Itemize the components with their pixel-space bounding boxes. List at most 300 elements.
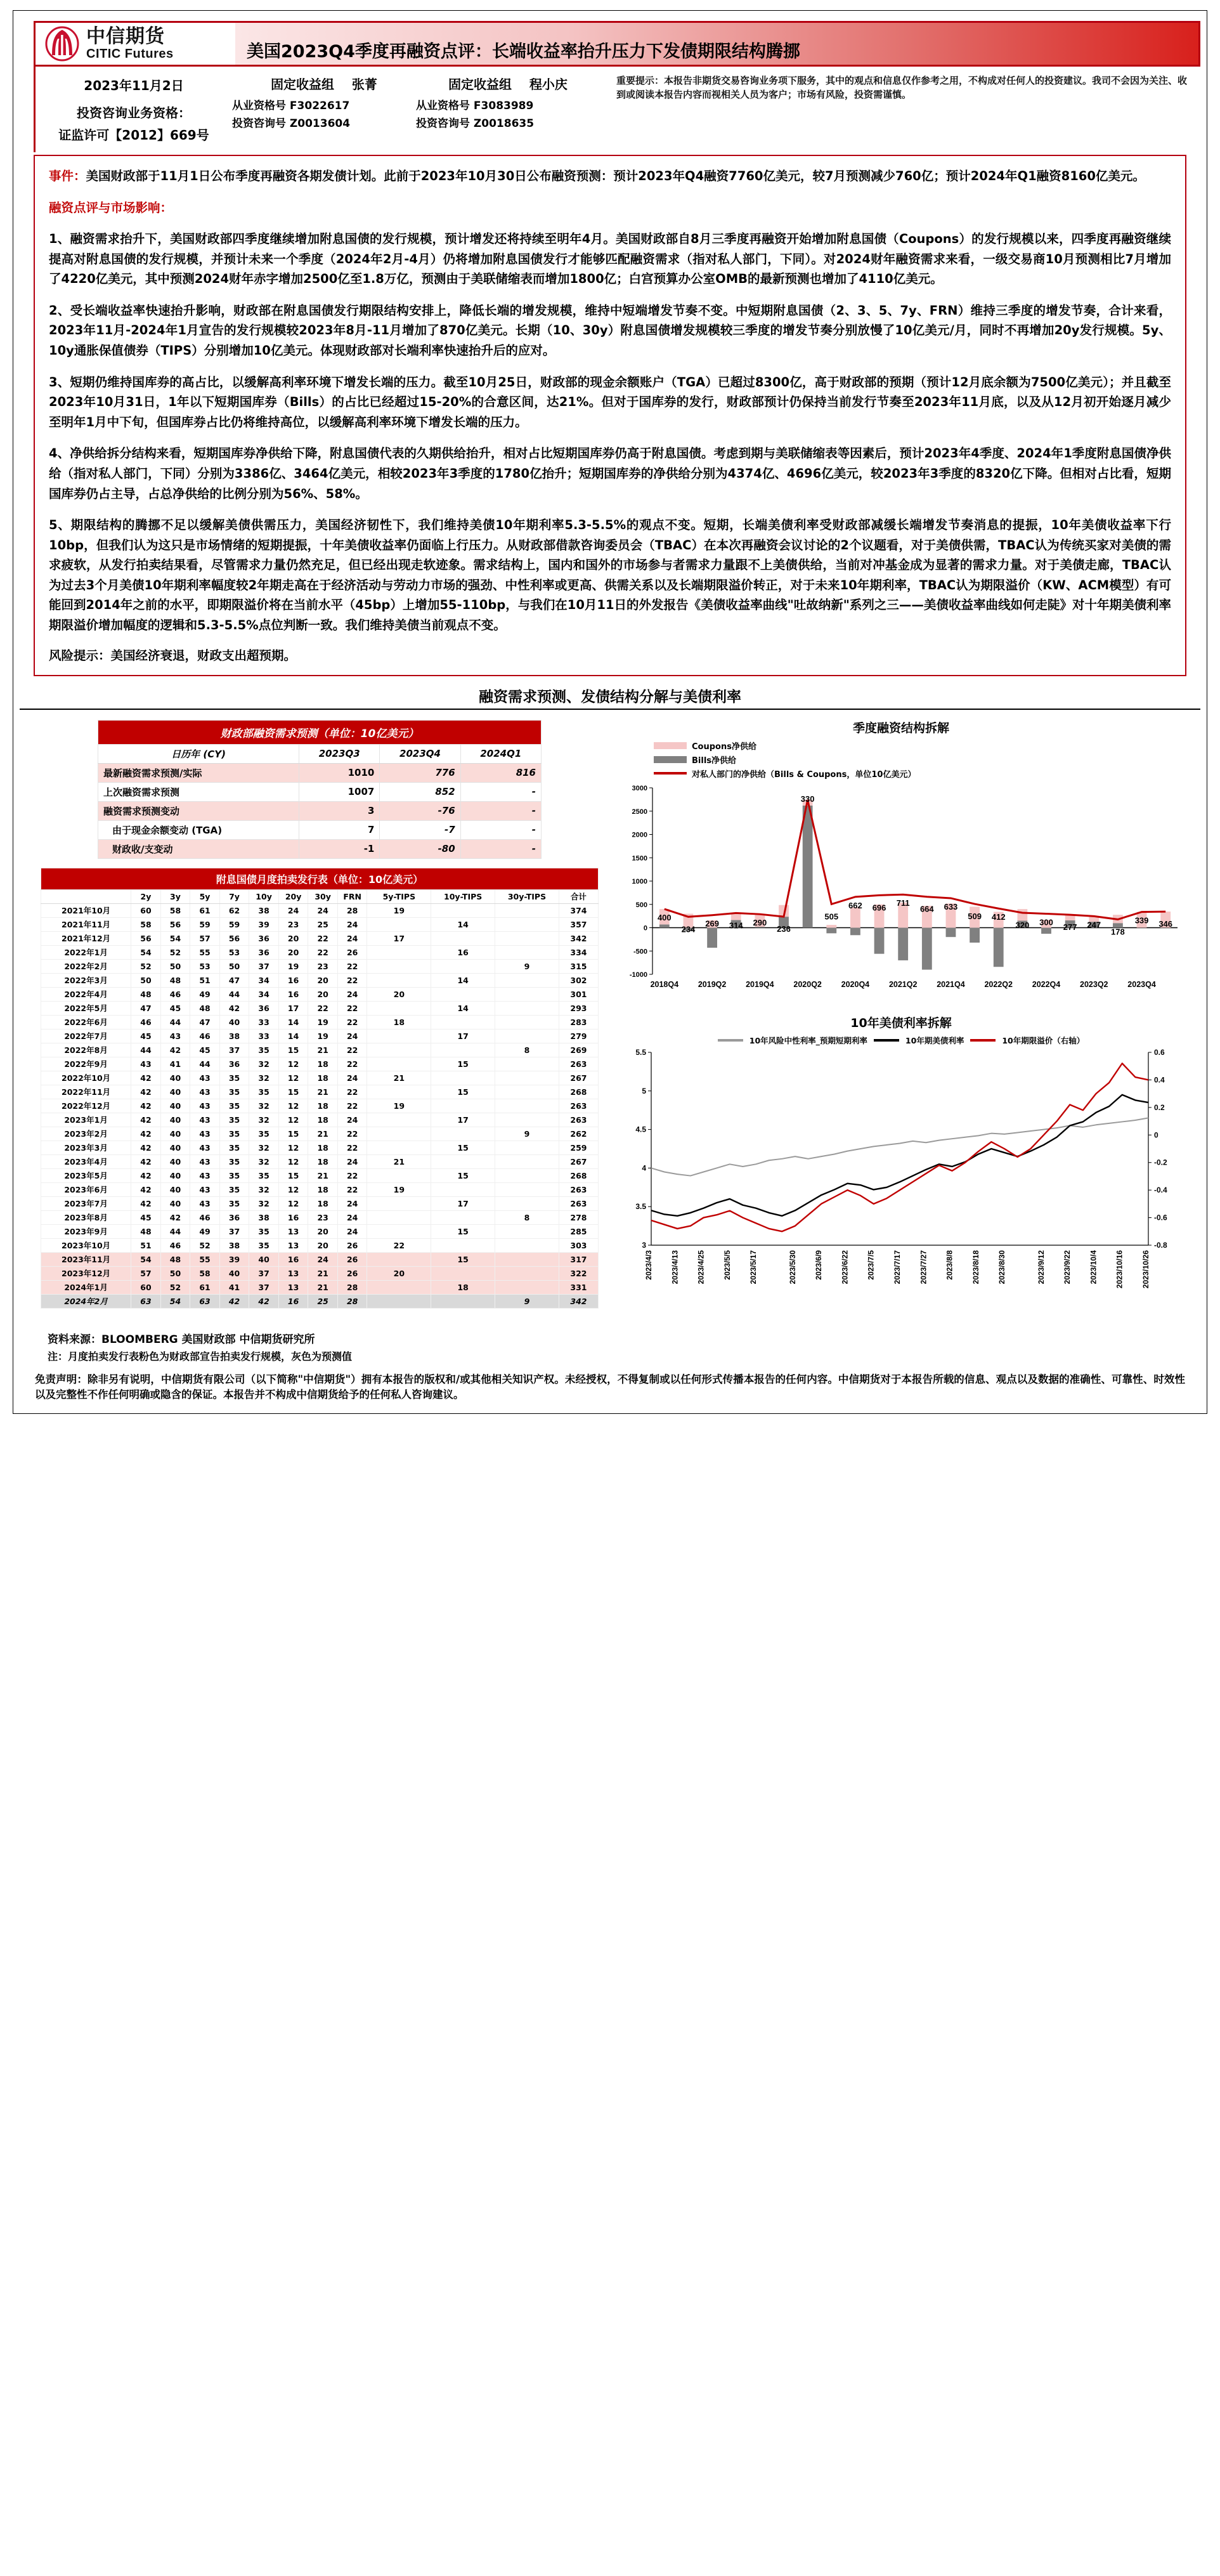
row-value: 21	[308, 1085, 338, 1099]
row-value: 46	[131, 1015, 161, 1029]
row-value: 357	[559, 917, 598, 931]
svg-text:236: 236	[777, 924, 791, 934]
row-value: 54	[131, 945, 161, 959]
row-value: 32	[249, 1141, 279, 1154]
row-value: 15	[431, 1252, 495, 1266]
row-value: 20	[308, 973, 338, 987]
qualification-value: 证监许可【2012】669号	[58, 127, 209, 143]
row-value	[367, 1029, 431, 1043]
tables-column	[34, 716, 606, 1324]
row-value: 22	[337, 1168, 367, 1182]
legend-label-bills: Bills净供给	[692, 755, 737, 766]
row-value: 15	[431, 1085, 495, 1099]
row-value: 13	[278, 1266, 308, 1280]
row-value	[495, 945, 559, 959]
row-value: 15	[278, 1127, 308, 1141]
row-month: 2023年9月	[41, 1224, 131, 1238]
row-value: 42	[131, 1085, 161, 1099]
row-value: 42	[131, 1127, 161, 1141]
analyst-2-group: 固定收益组	[448, 77, 512, 92]
row-month: 2023年11月	[41, 1252, 131, 1266]
row-value	[367, 1057, 431, 1071]
column-header: 30y	[308, 889, 338, 903]
row-value	[367, 1001, 431, 1015]
report-header	[34, 21, 1200, 67]
table-row	[41, 1029, 599, 1043]
financing-forecast-table	[98, 720, 542, 859]
row-value	[495, 1280, 559, 1294]
row-value	[431, 1015, 495, 1029]
row-value: 1010	[299, 763, 380, 782]
row-month: 2023年4月	[41, 1154, 131, 1168]
row-value: 35	[219, 1196, 249, 1210]
row-value: 22	[337, 1085, 367, 1099]
row-value: 24	[308, 903, 338, 917]
table-row	[41, 1085, 599, 1099]
column-header: 合计	[559, 889, 598, 903]
coupon-auction-body	[41, 903, 599, 1308]
svg-text:2023/6/9: 2023/6/9	[814, 1250, 824, 1280]
row-value: 18	[308, 1196, 338, 1210]
row-month: 2023年1月	[41, 1113, 131, 1127]
row-value: 17	[431, 1196, 495, 1210]
row-value: 52	[131, 959, 161, 973]
row-value: 12	[278, 1141, 308, 1154]
row-month: 2023年12月	[41, 1266, 131, 1280]
svg-text:2020Q2: 2020Q2	[793, 979, 822, 989]
row-value: 20	[308, 1224, 338, 1238]
row-value: 21	[308, 1168, 338, 1182]
row-value: 268	[559, 1168, 598, 1182]
row-value: 22	[337, 1015, 367, 1029]
row-value: 816	[460, 763, 541, 782]
row-value: 22	[337, 1057, 367, 1071]
row-value: 28	[337, 1294, 367, 1308]
figures-row	[34, 716, 1186, 1324]
row-value: 28	[337, 903, 367, 917]
svg-text:1500: 1500	[632, 854, 647, 862]
row-value: -	[460, 801, 541, 820]
row-value	[495, 931, 559, 945]
row-value: 45	[131, 1210, 161, 1224]
chart1-plot	[616, 781, 1186, 1010]
table-row	[41, 1210, 599, 1224]
svg-text:3: 3	[642, 1240, 646, 1250]
legend-label-private-net: 对私人部门的净供给（Bills & Coupons，单位10亿美元）	[692, 769, 916, 780]
row-value: 35	[249, 1127, 279, 1141]
table-row	[41, 1168, 599, 1182]
svg-text:234: 234	[681, 924, 696, 934]
row-value: 53	[219, 945, 249, 959]
row-value	[431, 1099, 495, 1113]
row-value	[367, 1196, 431, 1210]
row-value	[495, 1085, 559, 1099]
financing-forecast-header-row	[98, 744, 542, 763]
row-month: 2022年12月	[41, 1099, 131, 1113]
row-value: 36	[249, 1001, 279, 1015]
row-value: 22	[337, 1127, 367, 1141]
row-value: 20	[278, 931, 308, 945]
row-value: 40	[219, 1266, 249, 1280]
row-month: 2023年8月	[41, 1210, 131, 1224]
row-month: 2022年7月	[41, 1029, 131, 1043]
row-value: 43	[190, 1071, 220, 1085]
svg-text:4.5: 4.5	[635, 1125, 646, 1134]
legend-swatch-private-net	[654, 772, 687, 775]
row-value: 315	[559, 959, 598, 973]
row-value: 41	[160, 1057, 190, 1071]
row-value: 58	[160, 903, 190, 917]
row-value: 42	[160, 1210, 190, 1224]
row-value: 279	[559, 1029, 598, 1043]
coupon-auction-header-row	[41, 889, 599, 903]
row-value: 21	[308, 1127, 338, 1141]
row-value	[495, 1196, 559, 1210]
row-value: 63	[131, 1294, 161, 1308]
column-header: 2y	[131, 889, 161, 903]
row-month: 2023年2月	[41, 1127, 131, 1141]
svg-text:300: 300	[1039, 917, 1053, 927]
row-value	[431, 1071, 495, 1085]
row-value: 7	[299, 820, 380, 839]
row-value: 15	[431, 1057, 495, 1071]
row-value	[495, 1182, 559, 1196]
chart2-legend	[616, 1035, 1186, 1046]
analyst-1-consult-no: Z0013604	[289, 117, 351, 130]
column-header: 10y-TIPS	[431, 889, 495, 903]
row-value: 35	[249, 1168, 279, 1182]
event-text: 美国财政部于11月1日公布季度再融资各期发债计划。此前于2023年10月30日公布融资预测：预计2023年Q4融资7760亿美元，较7月预测减少760亿；预计2024年Q1融资8160亿美元。	[86, 169, 1145, 183]
analyst-2-consult-label: 投资咨询号	[416, 117, 470, 130]
row-value: 342	[559, 931, 598, 945]
table-row	[41, 1113, 599, 1127]
row-value: 62	[219, 903, 249, 917]
row-value: 40	[160, 1127, 190, 1141]
table-row	[41, 1224, 599, 1238]
row-value	[367, 1224, 431, 1238]
row-value: 776	[380, 763, 460, 782]
row-label: 由于现金余额变动 (TGA)	[98, 820, 299, 839]
row-value: 54	[160, 1294, 190, 1308]
row-value: 35	[219, 1141, 249, 1154]
row-value: 19	[367, 1099, 431, 1113]
legend-label-coupons: Coupons净供给	[692, 742, 756, 752]
report-meta	[34, 67, 1200, 152]
row-value: 15	[431, 1168, 495, 1182]
row-value: 20	[308, 1238, 338, 1252]
citic-logo-icon	[44, 26, 80, 62]
svg-text:2019Q4: 2019Q4	[746, 979, 774, 989]
table-row	[41, 1127, 599, 1141]
chart1-legend-item-2	[654, 768, 1186, 780]
row-value: -	[460, 839, 541, 858]
row-value	[431, 1238, 495, 1252]
row-value	[367, 1294, 431, 1308]
row-value	[367, 1141, 431, 1154]
page-title: 美国2023Q4季度再融资点评：长端收益率抬升压力下发债期限结构腾挪	[247, 42, 800, 62]
svg-text:3.5: 3.5	[635, 1201, 646, 1211]
row-value: 18	[308, 1141, 338, 1154]
row-month: 2023年7月	[41, 1196, 131, 1210]
row-value: 263	[559, 1196, 598, 1210]
row-value: 32	[249, 1071, 279, 1085]
row-value: -1	[299, 839, 380, 858]
row-value	[367, 1113, 431, 1127]
row-value: 269	[559, 1043, 598, 1057]
row-value	[367, 1252, 431, 1266]
table-row	[41, 945, 599, 959]
row-value: 47	[219, 973, 249, 987]
row-value: 12	[278, 1113, 308, 1127]
row-value: 267	[559, 1154, 598, 1168]
row-value: 24	[337, 931, 367, 945]
svg-text:2023/8/30: 2023/8/30	[997, 1250, 1007, 1284]
row-value: 285	[559, 1224, 598, 1238]
svg-text:2023/5/17: 2023/5/17	[749, 1250, 758, 1284]
row-month: 2022年4月	[41, 987, 131, 1001]
legend-swatch-ust10y	[874, 1039, 899, 1042]
row-value: 28	[337, 1280, 367, 1294]
row-value: 42	[249, 1294, 279, 1308]
table-row	[41, 1252, 599, 1266]
analyst-2-license-no: F3083989	[473, 100, 534, 112]
row-value	[431, 903, 495, 917]
row-label: 财政收/支变动	[98, 839, 299, 858]
row-value	[495, 1168, 559, 1182]
row-value: 263	[559, 1057, 598, 1071]
row-value	[431, 1154, 495, 1168]
table-row	[41, 1071, 599, 1085]
row-value: 48	[190, 1001, 220, 1015]
row-month: 2024年1月	[41, 1280, 131, 1294]
row-value: 22	[337, 1099, 367, 1113]
row-value	[495, 1252, 559, 1266]
row-value: 45	[131, 1029, 161, 1043]
row-month: 2022年5月	[41, 1001, 131, 1015]
svg-text:2023/5/5: 2023/5/5	[722, 1250, 732, 1280]
row-value: 21	[308, 1280, 338, 1294]
row-value: 48	[160, 973, 190, 987]
row-value: 374	[559, 903, 598, 917]
row-value	[495, 1154, 559, 1168]
svg-text:290: 290	[753, 917, 767, 927]
brand-logo-box	[34, 21, 235, 67]
row-month: 2022年1月	[41, 945, 131, 959]
row-value	[367, 1210, 431, 1224]
row-label: 最新融资需求预测/实际	[98, 763, 299, 782]
row-value: 15	[431, 1224, 495, 1238]
column-header: 10y	[249, 889, 279, 903]
row-label: 上次融资需求预测	[98, 782, 299, 801]
row-value: 33	[249, 1015, 279, 1029]
svg-text:2023/4/3: 2023/4/3	[644, 1250, 653, 1280]
row-month: 2021年10月	[41, 903, 131, 917]
svg-text:509: 509	[968, 911, 982, 921]
row-value: 35	[219, 1071, 249, 1085]
row-value: 42	[131, 1182, 161, 1196]
quarterly-financing-chart	[616, 719, 1186, 1010]
analyst-2-license-label: 从业资格号	[416, 100, 470, 112]
brand-name-cn: 中信期货	[86, 25, 165, 48]
row-value	[495, 1057, 559, 1071]
row-month: 2022年8月	[41, 1043, 131, 1057]
svg-text:0.4: 0.4	[1154, 1075, 1165, 1084]
financing-forecast-body	[98, 763, 542, 858]
row-value: 35	[249, 1238, 279, 1252]
row-value: 13	[278, 1224, 308, 1238]
row-value: 9	[495, 1127, 559, 1141]
row-value: 34	[249, 987, 279, 1001]
row-value: 16	[278, 1210, 308, 1224]
row-value: 35	[219, 1127, 249, 1141]
row-month: 2023年6月	[41, 1182, 131, 1196]
row-value: 45	[160, 1001, 190, 1015]
row-value: 32	[249, 1057, 279, 1071]
row-value: 14	[431, 917, 495, 931]
row-value: 18	[308, 1099, 338, 1113]
row-value: 19	[308, 1029, 338, 1043]
table-row	[98, 782, 542, 801]
row-value	[495, 1238, 559, 1252]
comment-heading: 融资点评与市场影响：	[49, 200, 173, 215]
svg-text:2023/8/18: 2023/8/18	[971, 1250, 980, 1284]
row-value	[431, 931, 495, 945]
svg-text:2023/7/5: 2023/7/5	[866, 1250, 876, 1280]
column-header: 20y	[278, 889, 308, 903]
row-value: 26	[337, 1252, 367, 1266]
row-value: 9	[495, 959, 559, 973]
row-value	[367, 1168, 431, 1182]
row-value: 35	[219, 1154, 249, 1168]
svg-text:346: 346	[1158, 919, 1173, 929]
row-value: 26	[337, 945, 367, 959]
row-value: 60	[131, 903, 161, 917]
row-value: 25	[308, 1294, 338, 1308]
row-value: 12	[278, 1154, 308, 1168]
chart1-title: 季度融资结构拆解	[852, 721, 949, 735]
row-value: 32	[249, 1154, 279, 1168]
svg-text:2023/4/25: 2023/4/25	[696, 1250, 706, 1284]
row-value: 42	[131, 1154, 161, 1168]
row-value	[367, 1085, 431, 1099]
svg-text:2023Q2: 2023Q2	[1080, 979, 1108, 989]
column-header	[41, 889, 131, 903]
row-value: 13	[278, 1280, 308, 1294]
analyst-1-group: 固定收益组	[271, 77, 335, 92]
row-value: 15	[278, 1168, 308, 1182]
row-value	[495, 903, 559, 917]
row-value	[495, 1141, 559, 1154]
row-value: 18	[308, 1057, 338, 1071]
row-value: 278	[559, 1210, 598, 1224]
row-value	[495, 1071, 559, 1085]
svg-text:2023Q4: 2023Q4	[1127, 979, 1156, 989]
row-value: 20	[278, 945, 308, 959]
row-value: 47	[190, 1015, 220, 1029]
row-value: 43	[131, 1057, 161, 1071]
comment-paragraph-2: 2、受长端收益率快速抬升影响，财政部在附息国债发行期限结构安排上，降低长端的增发规模，维持中短端增发节奏不变。中短期附息国债（2、3、5、7y、FRN）维持三季度的增发节奏，合计来看，2023年11月-2024年1月宣告的发行规模较2023年8月-11月增加了870亿美元。长期（10、30y）附息国债增发规模较三季度的增发节奏分别放慢了10亿美元/月，同时不再增加20y发行规模。5y、10y通胀保值债券（TIPS）分别增加10亿美元。体现财政部对长端利率快速抬升后的应对。	[49, 303, 1171, 358]
row-month: 2022年6月	[41, 1015, 131, 1029]
row-value: 42	[219, 1001, 249, 1015]
row-value: 45	[190, 1043, 220, 1057]
row-value: 18	[431, 1280, 495, 1294]
row-value: 20	[308, 987, 338, 1001]
analyst-1-consult	[232, 114, 416, 130]
row-value: 13	[278, 1238, 308, 1252]
row-value: 17	[367, 931, 431, 945]
row-month: 2022年9月	[41, 1057, 131, 1071]
row-value: 40	[249, 1252, 279, 1266]
svg-text:505: 505	[824, 911, 839, 921]
svg-text:2022Q4: 2022Q4	[1032, 979, 1061, 989]
row-value: 17	[278, 1001, 308, 1015]
svg-text:2021Q4: 2021Q4	[937, 979, 965, 989]
row-value: 12	[278, 1182, 308, 1196]
svg-text:-0.6: -0.6	[1154, 1213, 1167, 1222]
legend-swatch-term-premium	[970, 1039, 996, 1042]
svg-text:2023/6/22: 2023/6/22	[840, 1250, 850, 1284]
row-month: 2023年5月	[41, 1168, 131, 1182]
row-value: 301	[559, 987, 598, 1001]
row-value: 16	[278, 973, 308, 987]
row-value: 18	[308, 1113, 338, 1127]
financing-forecast-caption: 财政部融资需求预测（单位：10亿美元）	[98, 720, 542, 744]
row-value: 39	[249, 917, 279, 931]
row-value: 38	[249, 903, 279, 917]
row-value: 54	[131, 1252, 161, 1266]
svg-text:178: 178	[1111, 926, 1125, 936]
row-value: 22	[337, 959, 367, 973]
svg-text:2019Q2: 2019Q2	[698, 979, 727, 989]
comment-paragraph-3: 3、短期仍维持国库券的高占比，以缓解高利率环境下增发长端的压力。截至10月25日，财政部的现金余额账户（TGA）已超过8300亿，高于财政部的预期（预计12月底余额为7500亿美元）；并且截至2023年10月31日，1年以下短期国库券（Bills）的占比已经超过15-20%的合意区间，达21%。但对于国库券的发行，财政部预计仍保持当前发行节奏至2023年11月底，以及从12月初开始逐月减少至明年1月中下旬，但国库券占比仍将维持高位，以缓解高利率环境下增发长端的压力。	[49, 374, 1171, 429]
row-value: 16	[278, 1252, 308, 1266]
row-month: 2023年10月	[41, 1238, 131, 1252]
row-value: 12	[278, 1057, 308, 1071]
row-value: 303	[559, 1238, 598, 1252]
row-value	[367, 945, 431, 959]
row-value: 36	[249, 945, 279, 959]
row-value	[495, 1015, 559, 1029]
row-value: 342	[559, 1294, 598, 1308]
row-value: 41	[219, 1280, 249, 1294]
row-value: 37	[219, 1043, 249, 1057]
legend-label-risk-neutral: 10年风险中性利率_预期短期利率	[749, 1035, 867, 1045]
row-value: 14	[431, 1001, 495, 1015]
row-value: 43	[190, 1127, 220, 1141]
row-value: -80	[380, 839, 460, 858]
row-value: -	[460, 782, 541, 801]
row-value: 24	[337, 1210, 367, 1224]
row-label: 融资需求预测变动	[98, 801, 299, 820]
svg-text:-0.2: -0.2	[1154, 1158, 1167, 1167]
row-value: 49	[190, 987, 220, 1001]
chart1-legend-item-0	[654, 740, 1186, 752]
row-value: 38	[219, 1238, 249, 1252]
table-row	[41, 1043, 599, 1057]
row-value: 46	[160, 987, 190, 1001]
row-value: 52	[160, 1280, 190, 1294]
col-2023q4: 2023Q4	[380, 744, 460, 763]
row-value	[495, 1001, 559, 1015]
row-value: 24	[337, 987, 367, 1001]
row-value: 263	[559, 1099, 598, 1113]
table-row	[41, 1154, 599, 1168]
row-value: 53	[190, 959, 220, 973]
brand-wordmark	[86, 27, 174, 60]
analyst-2-person: 程小庆	[529, 77, 568, 92]
svg-text:412: 412	[991, 912, 1006, 922]
row-value: 15	[278, 1085, 308, 1099]
